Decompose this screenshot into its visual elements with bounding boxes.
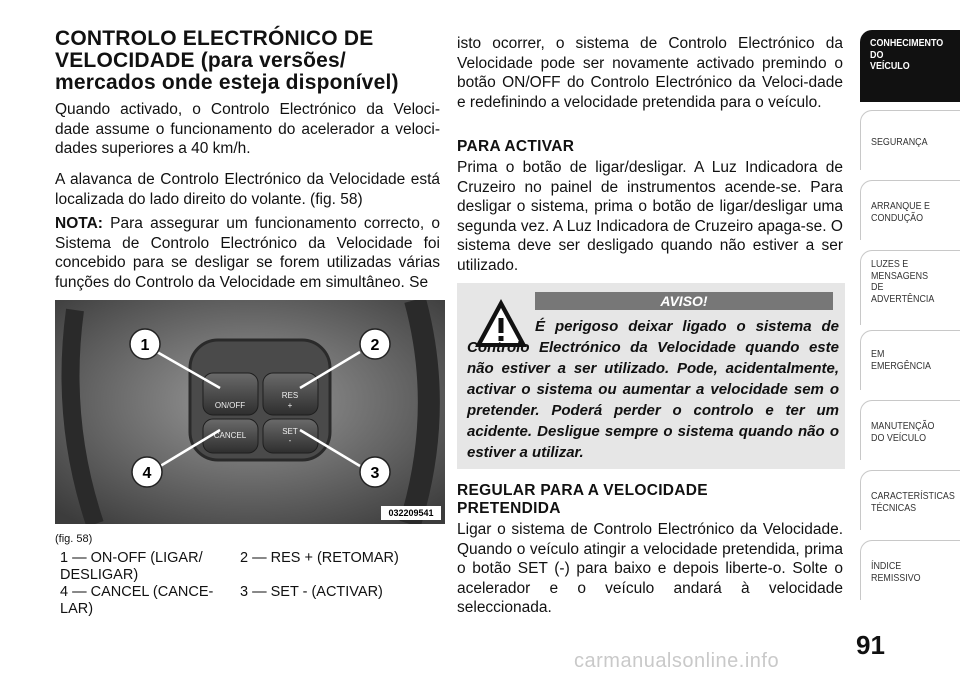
set-button-sign: - [288, 436, 292, 445]
legend-item-3: 3 — SET - (ACTIVAR) [240, 584, 383, 600]
tab-label: LUZES E MENSAGENS DE ADVERTÊNCIA [871, 258, 935, 305]
tab-caracteristicas-tecnicas[interactable] [860, 470, 960, 530]
legend-item-4: 4 — CANCEL (CANCE-LAR) [60, 584, 214, 617]
tab-label: ÍNDICE REMISSIVO [871, 560, 921, 584]
tab-manutencao-do-veiculo[interactable] [860, 400, 960, 460]
res-button-label: RES [281, 391, 299, 400]
callout-4: 4 [142, 465, 152, 482]
warning-box [457, 283, 845, 469]
tab-conhecimento-do-veiculo[interactable] [860, 30, 960, 102]
note-text: Para assegurar um funcionamento correcto, o Sistema de Controlo Electrónico da Velocidade foi concebido para se desligar se forem utilizadas várias funções do Controlo da Velocidade em simultâneo. Se [55, 215, 440, 291]
set-button-label: SET [282, 427, 298, 436]
figure-caption: (fig. 58) [55, 533, 93, 545]
section-title: CONTROLO ELECTRÓNICO DE VELOCIDADE (para versões/ mercados onde esteja disponível) [55, 27, 399, 94]
callout-1: 1 [140, 337, 150, 354]
tab-label: ARRANQUE E CONDUÇÃO [871, 200, 931, 224]
tab-label: SEGURANÇA [871, 136, 928, 148]
warning-title: AVISO! [535, 292, 833, 310]
callout-3: 3 [370, 465, 380, 482]
chapter-sidebar [860, 0, 960, 678]
intro-paragraph: Quando activado, o Controlo Electrónico da Veloci-dade assume o funcionamento do acelerador a veloci-dades superiores a 40 km/h. [55, 101, 440, 157]
warning-text: É perigoso deixar ligado o sistema de Controlo Electrónico da Velocidade quando este não estiver a ser utilizado. Pode, acidentalmente, activar o sistema ou aumentar a velocidade sem o pretender. Poderá perder o controlo e ter um acidente. Desligue sempre o sistema quando não o estiver a utilizar. [467, 318, 839, 461]
reactivate-paragraph: isto ocorrer, o sistema de Controlo Electrónico da Velocidade pode ser novamente activado premindo o botão ON/OFF do Controlo Electrónico da Veloci-dade e redefinindo a velocidade pretendida para o veículo. [457, 35, 843, 111]
steering-wheel-figure [55, 300, 445, 524]
activate-heading: PARA ACTIVAR [457, 138, 575, 155]
set-speed-heading: REGULAR PARA A VELOCIDADE PRETENDIDA [457, 482, 708, 517]
tab-indice-remissivo[interactable] [860, 540, 960, 600]
callout-2: 2 [370, 337, 380, 354]
set-speed-paragraph: Ligar o sistema de Controlo Electrónico da Velocidade. Quando o veículo atingir a velocidade pretendida, prima o botão SET (-) para baixo e depois liberte-o. Solte o acelerador e o veículo andará à velocidade seleccionada. [457, 521, 843, 616]
cruise-control-illustration [55, 300, 445, 524]
tab-arranque-e-conducao[interactable] [860, 180, 960, 240]
tab-seguranca[interactable] [860, 110, 960, 170]
onoff-button-label: ON/OFF [214, 401, 246, 410]
tab-label: CONHECIMENTO DO VEÍCULO [870, 37, 944, 72]
activate-paragraph: Prima o botão de ligar/desligar. A Luz Indicadora de Cruzeiro no painel de instrumentos acende-se. Para desligar o sistema, prima o botão de ligar/desligar uma segunda vez. A Luz Indicadora de Cruzeiro apaga-se. O sistema deve ser desligado quando não estiver a ser utilizado. [457, 159, 843, 274]
note-paragraph [55, 214, 440, 292]
tab-label: EM EMERGÊNCIA [871, 348, 932, 372]
tab-luzes-e-mensagens[interactable] [860, 250, 960, 325]
lever-location-paragraph: A alavanca de Controlo Electrónico da Velocidade está localizada do lado direito do volante. (fig. 58) [55, 171, 440, 208]
legend-item-2: 2 — RES + (RETOMAR) [240, 550, 399, 566]
tab-em-emergencia[interactable] [860, 330, 960, 390]
figure-code: 032209541 [388, 508, 434, 518]
cancel-button-label: CANCEL [213, 431, 247, 440]
note-label: NOTA: [55, 215, 103, 232]
watermark: carmanualsonline.info [574, 650, 780, 672]
legend-item-1: 1 — ON-OFF (LIGAR/ DESLIGAR) [60, 550, 203, 583]
page-number: 91 [856, 630, 885, 660]
tab-label: MANUTENÇÃO DO VEÍCULO [871, 420, 935, 444]
res-button-sign: + [287, 401, 293, 410]
tab-label: CARACTERÍSTICAS TÉCNICAS [871, 490, 955, 514]
